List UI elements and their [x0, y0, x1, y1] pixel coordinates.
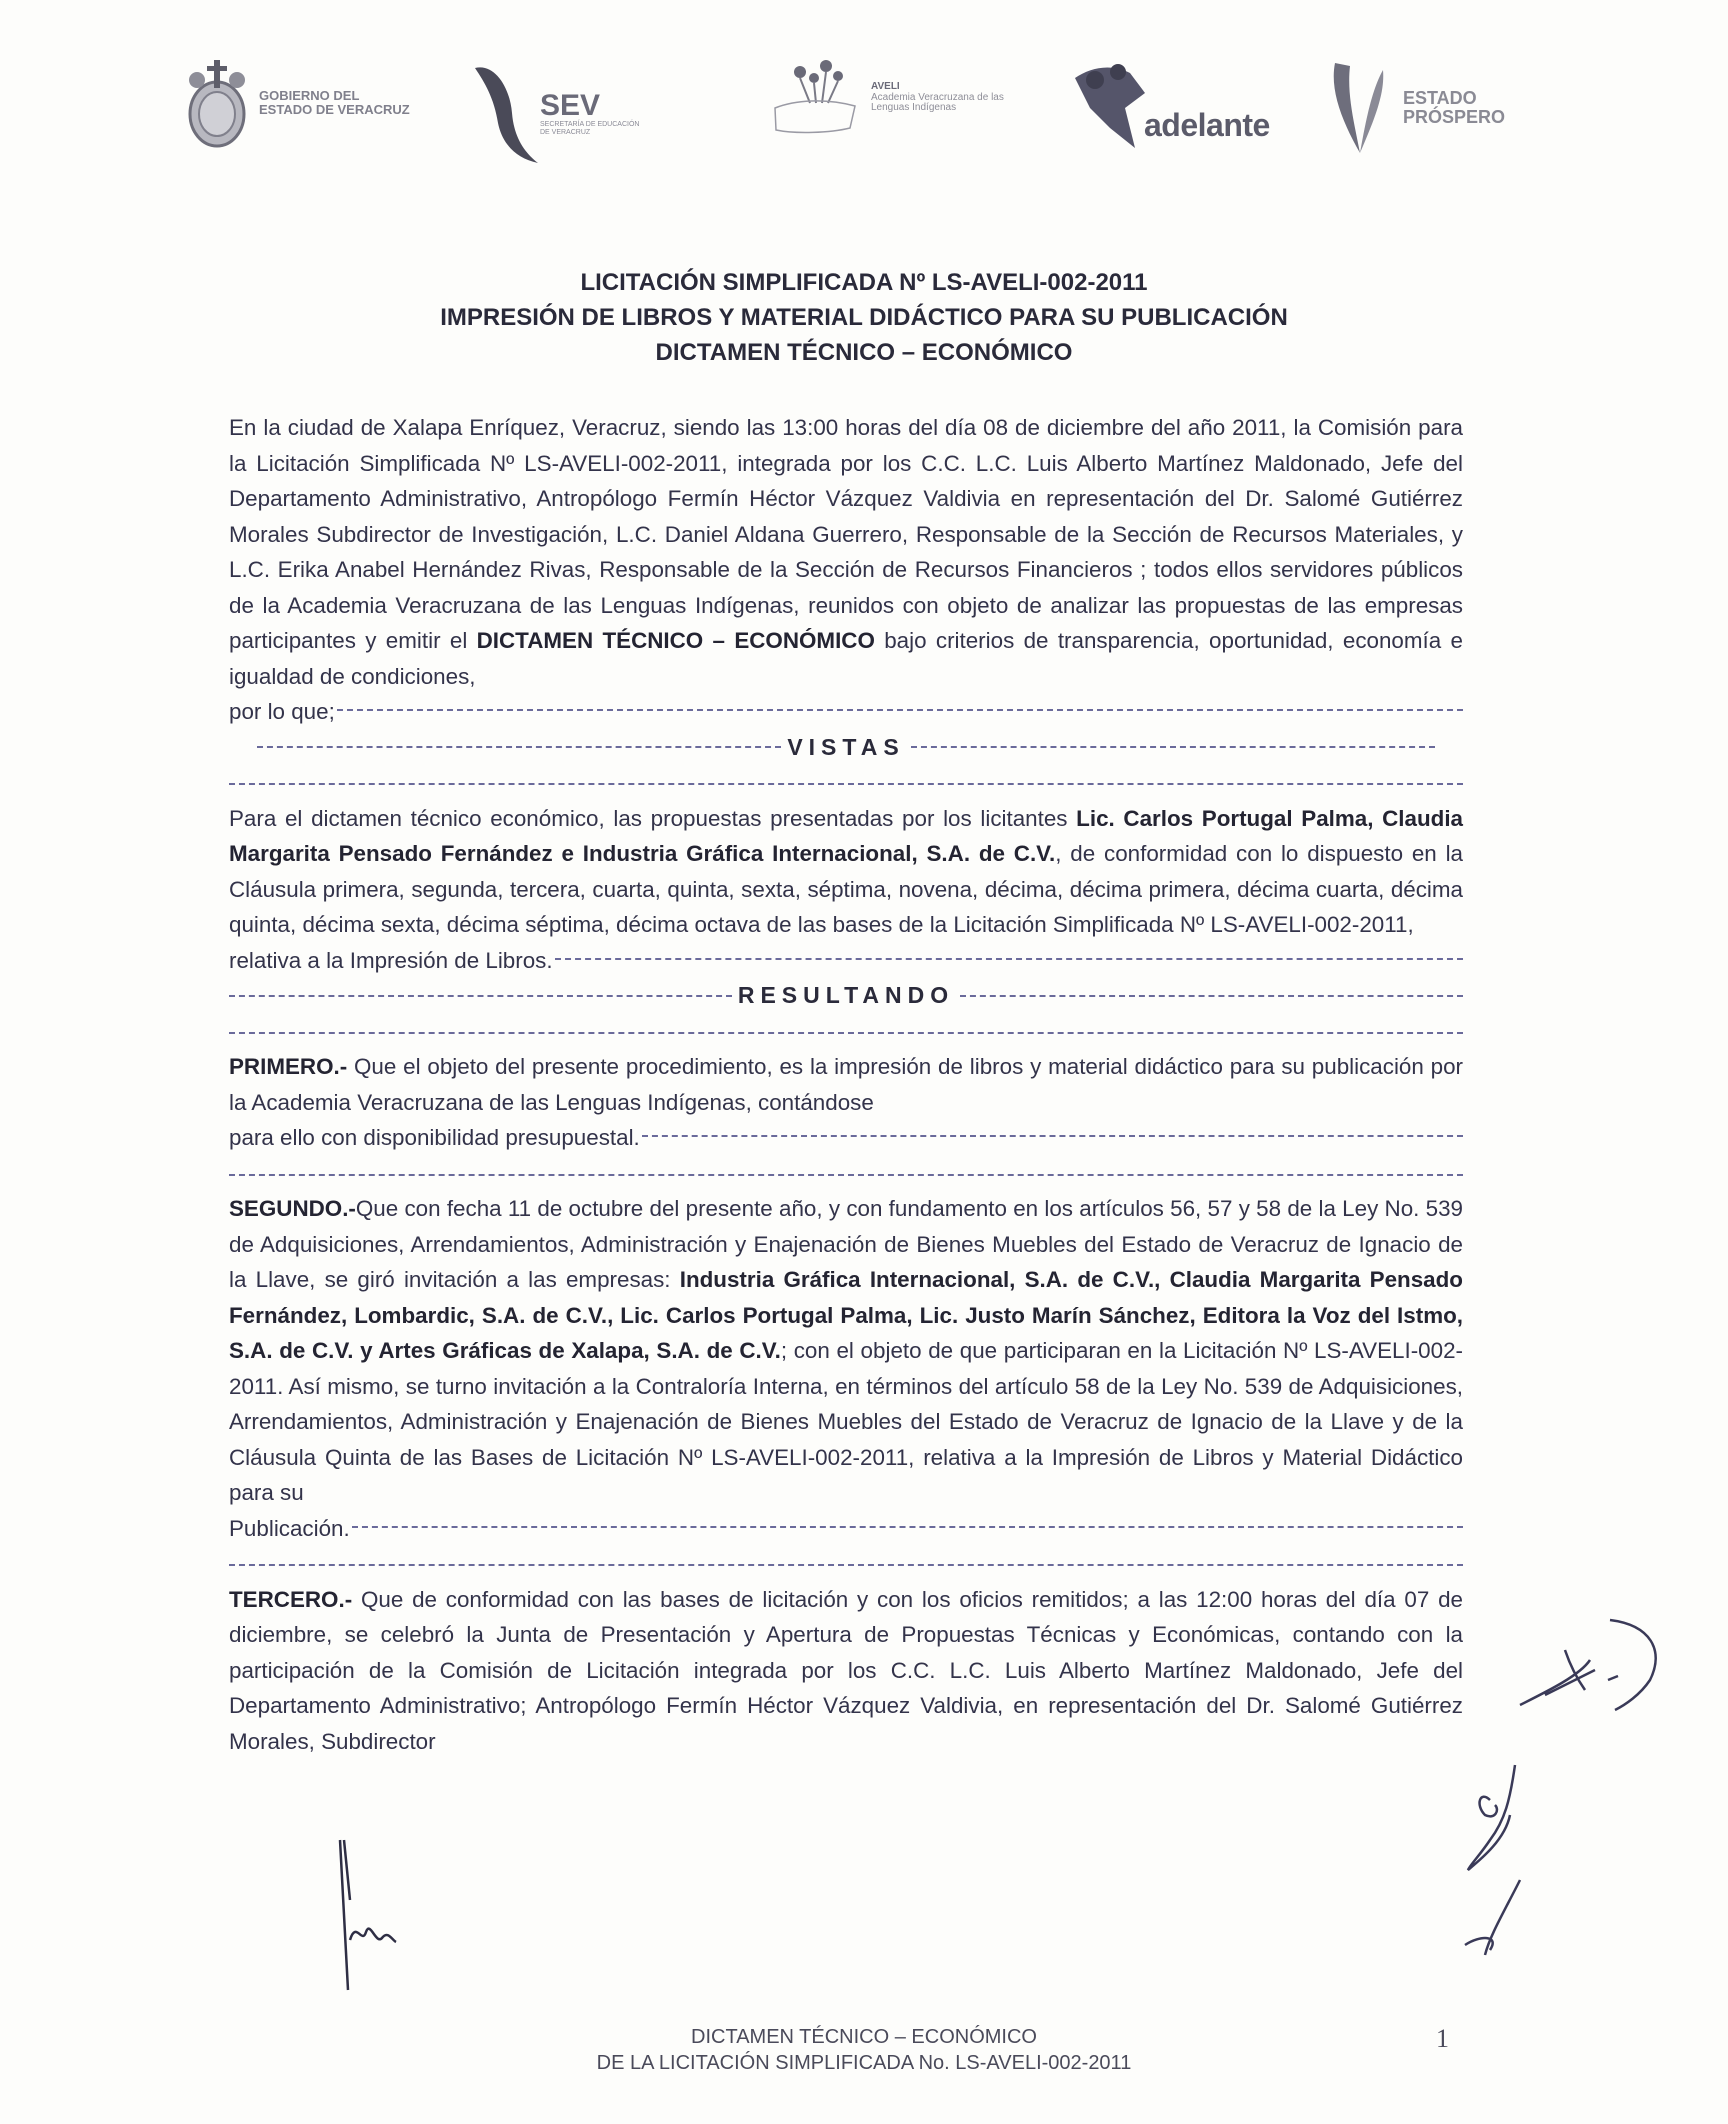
resultando-heading: [229, 978, 1463, 1014]
tercero-label: TERCERO.-: [229, 1586, 353, 1612]
intro-bold: DICTAMEN TÉCNICO – ECONÓMICO: [476, 628, 875, 653]
logo-sev-line2: DE VERACRUZ: [540, 128, 591, 136]
title-line-1: LICITACIÓN SIMPLIFICADA Nº LS-AVELI-002-2011: [580, 269, 1148, 296]
title-line-2: IMPRESIÓN DE LIBROS Y MATERIAL DIDÁCTICO PARA SU PUBLICACIÓN: [440, 304, 1288, 331]
dash-filler: [257, 746, 781, 748]
logo-sev-line1: SECRETARÍA DE EDUCACIÓN: [540, 121, 640, 129]
coat-of-arms-icon: [185, 58, 249, 148]
signature-initials-2: [1460, 1760, 1560, 1960]
intro-last: por lo que;: [229, 699, 335, 724]
dash-filler: [337, 709, 1463, 711]
logo-sev: [470, 58, 639, 168]
segundo-last: Publicación.: [229, 1515, 350, 1541]
dash-filler: [642, 1135, 1463, 1137]
sev-wing-icon: [470, 58, 540, 168]
dash-separator: [229, 1156, 1463, 1192]
segundo-label: SEGUNDO.-: [229, 1196, 356, 1221]
vistas-paragraph: [229, 801, 1463, 943]
primero-paragraph: [229, 1049, 1463, 1120]
logo-estado-line2: PRÓSPERO: [1403, 107, 1506, 127]
segundo-bold: Industria Gráfica Internacional, S.A. de C.V., Claudia Margarita Pensado Fernández, Lombardic, S.A. de C.V., Lic. Carlos Portugal Palma, Lic. Justo Marín Sánchez, Editora la Voz del Istmo, S.A. de C.V. y Artes Gráficas de Xalapa, S.A. de C.V.: [229, 1267, 1463, 1363]
logo-gob-line2: ESTADO DE VERACRUZ: [259, 102, 410, 117]
signature-initials-1: [1500, 1610, 1660, 1730]
dash-separator: [229, 1014, 1463, 1050]
logo-gobierno-veracruz: [185, 58, 410, 148]
title-line-3: DICTAMEN TÉCNICO – ECONÓMICO: [655, 339, 1073, 366]
segundo-last-line: [229, 1511, 1463, 1547]
dash-filler: [960, 995, 1463, 997]
tercero-paragraph: [229, 1582, 1463, 1760]
intro-text-b: bajo criterios de transparencia, oportunidad, economía e igualdad de condiciones,: [229, 628, 1463, 689]
tercero-text: Que de conformidad con las bases de licitación y con los oficios remitidos; a las 12:00 horas del día 07 de diciembre, se celebró la Junta de Presentación y Apertura de Propuestas Técnicas y Económicas, contando con la participación de la Comisión de Licitación integrada por los C.C. L.C. Luis Alberto Martínez Maldonado, Jefe del Departamento Administrativo; Antropólogo Fermín Héctor Vázquez Valdivia, en representación del Dr. Salomé Gutiérrez Morales, Subdirector: [229, 1586, 1463, 1754]
logo-adelante-title: adelante: [1144, 106, 1270, 143]
logo-aveli-title: AVELI: [871, 81, 900, 93]
segundo-text-a: Que con fecha 11 de octubre del presente año, y con fundamento en los artículos 56, 57 y 58 de la Ley No. 539 de Adquisiciones, Arrendamientos, Administración y Enajenación de Bienes Muebles del Estado de Veracruz de Ignacio de la Llave, se giró invitación a las empresas:: [229, 1196, 1463, 1292]
estado-prospero-v-icon: [1325, 58, 1395, 158]
adelante-figures-icon: [1070, 58, 1150, 153]
aveli-hand-icon: [770, 58, 865, 138]
logo-estado-line1: ESTADO: [1403, 88, 1477, 109]
dash-filler: [555, 958, 1463, 960]
intro-paragraph: [229, 410, 1463, 694]
vistas-text-b: , de conformidad con lo dispuesto en la Cláusula primera, segunda, tercera, cuarta, quinta, sexta, séptima, novena, décima, décima primera, décima cuarta, décima quinta, décima sexta, décima séptima, décima octava de las bases de la Licitación Simplificada Nº LS-AVELI-002-2011,: [229, 841, 1463, 937]
footer-line-1: DICTAMEN TÉCNICO – ECONÓMICO: [691, 2026, 1037, 2048]
dash-filler: [229, 995, 732, 997]
logo-aveli-line1: Academia Veracruzana de las: [871, 91, 1004, 103]
primero-last: para ello con disponibilidad presupuestal.: [229, 1125, 640, 1150]
intro-last-line: [229, 694, 1463, 730]
logo-aveli-line2: Lenguas Indígenas: [871, 102, 957, 114]
vistas-last: relativa a la Impresión de Libros.: [229, 947, 553, 973]
dash-filler: [911, 746, 1435, 748]
dash-separator: [229, 765, 1463, 801]
primero-text: Que el objeto del presente procedimiento, es la impresión de libros y material didáctico para su publicación por la Academia Veracruzana de las Lenguas Indígenas, contándose: [229, 1054, 1463, 1115]
vistas-heading-text: VISTAS: [787, 733, 905, 760]
intro-text-a: En la ciudad de Xalapa Enríquez, Veracruz, siendo las 13:00 horas del día 08 de diciembre del año 2011, la Comisión para la Licitación Simplificada Nº LS-AVELI-002-2011, integrada por los C.C. L.C. Luis Alberto Martínez Maldonado, Jefe del Departamento Administrativo, Antropólogo Fermín Héctor Vázquez Valdivia en representación del Dr. Salomé Gutiérrez Morales Subdirector de Investigación, L.C. Daniel Aldana Guerrero, Responsable de la Sección de Recursos Materiales, y L.C. Erika Anabel Hernández Rivas, Responsable de la Sección de Recursos Financieros ; todos ellos servidores públicos de la Academia Veracruzana de las Lenguas Indígenas, reunidos con objeto de analizar las propuestas de las empresas participantes y emitir el: [229, 415, 1463, 653]
segundo-paragraph: [229, 1191, 1463, 1511]
vistas-heading: [229, 730, 1463, 766]
segundo-text-b: ; con el objeto de que participaran en la Licitación Nº LS-AVELI-002-2011. Así mismo, se turno invitación a la Contraloría Interna, en términos del artículo 58 de la Ley No. 539 de Adquisiciones, Arrendamientos, Administración y Enajenación de Bienes Muebles del Estado de Veracruz de Ignacio de la Llave y de la Cláusula Quinta de las Bases de Licitación Nº LS-AVELI-002-2011, relativa a la Impresión de Libros y Material Didáctico para su: [229, 1338, 1463, 1505]
logo-estado-prospero: [1325, 58, 1505, 158]
page-number: 1: [1436, 2024, 1449, 2053]
vistas-bold: Lic. Carlos Portugal Palma, Claudia Margarita Pensado Fernández e Industria Gráfica Internacional, S.A. de C.V.: [229, 805, 1463, 866]
signature-initials-3: [330, 1840, 410, 2000]
dash-separator: [229, 1546, 1463, 1582]
footer-line-2: DE LA LICITACIÓN SIMPLIFICADA No. LS-AVELI-002-2011: [596, 2052, 1132, 2074]
intro-section: [229, 410, 1463, 1759]
logo-gob-line1: GOBIERNO DEL: [259, 88, 360, 104]
document-title: [0, 265, 1728, 370]
resultando-heading-text: RESULTANDO: [737, 982, 955, 1008]
primero-last-line: [229, 1120, 1463, 1156]
logo-sev-title: SEV: [540, 88, 601, 122]
primero-label: PRIMERO.-: [229, 1054, 348, 1079]
dash-filler: [352, 1526, 1463, 1528]
vistas-last-line: [229, 943, 1463, 979]
page-footer: [0, 2024, 1728, 2076]
header-logos: [185, 58, 1535, 173]
vistas-text-a: Para el dictamen técnico económico, las propuestas presentadas por los licitantes: [229, 805, 1077, 831]
logo-aveli: [770, 58, 1004, 138]
logo-adelante: [1070, 58, 1270, 153]
